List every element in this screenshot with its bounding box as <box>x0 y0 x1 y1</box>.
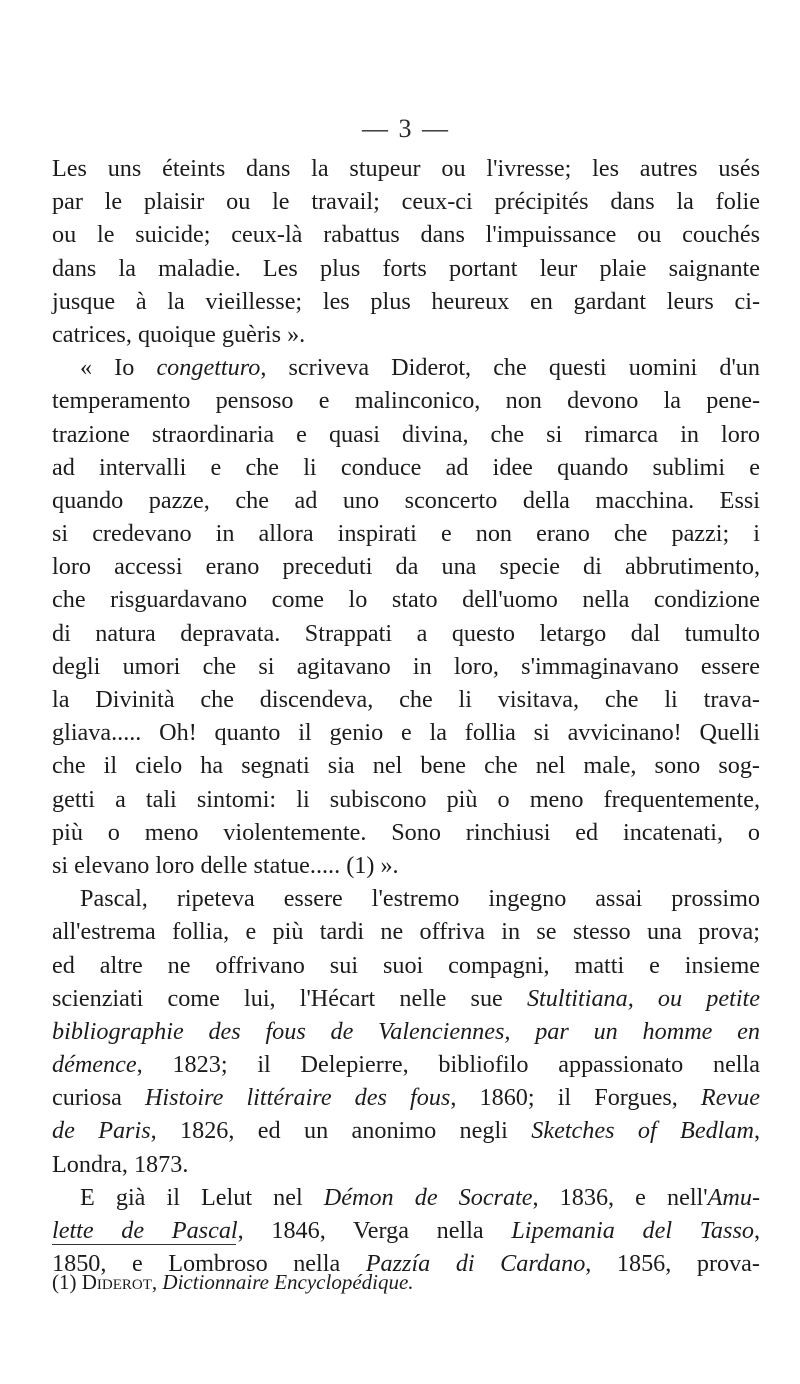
text-line <box>52 617 760 650</box>
text-line <box>52 152 760 185</box>
text-line <box>52 749 760 782</box>
text-run: degli umori che si agitavano in loro, s'immaginavano essere <box>52 652 760 680</box>
italic-text: Histoire littéraire des fous <box>144 1084 451 1112</box>
text-run: , scriveva Diderot, che questi uomini d'un <box>260 354 760 382</box>
text-line <box>52 849 760 882</box>
text-run: , 1856, prova- <box>585 1250 760 1278</box>
footnote-separator: , <box>151 1270 158 1294</box>
text-line <box>52 650 760 683</box>
text-run: loro accessi erano preceduti da una specie di abbrutimento, <box>52 553 760 581</box>
text-line <box>52 783 760 816</box>
footnote-author: Diderot <box>81 1270 152 1294</box>
text-line <box>52 1181 760 1214</box>
footnote-rule <box>52 1244 236 1245</box>
italic-text: de Paris <box>52 1117 151 1145</box>
text-run: , <box>753 1117 760 1145</box>
text-run: temperamento pensoso e malinconico, non devono la pene- <box>52 387 760 415</box>
text-run: getti a tali sintomi: li subiscono più o meno frequentemente, <box>52 785 760 813</box>
text-run: catrices, quoique guèris ». <box>52 320 306 348</box>
text-run: jusque à la vieillesse; les plus heureux en gardant leurs ci- <box>52 287 760 315</box>
text-line <box>52 218 760 251</box>
book-page <box>52 0 760 1384</box>
text-run: gliava..... Oh! quanto il genio e la follia si avvicinano! Quelli <box>52 719 760 747</box>
text-run: curiosa <box>52 1084 145 1112</box>
text-line <box>52 384 760 417</box>
text-line <box>52 484 760 517</box>
text-line <box>52 1148 760 1181</box>
text-line <box>52 882 760 915</box>
text-run: Londra, 1873. <box>52 1150 189 1178</box>
body-text <box>52 152 760 1280</box>
text-line <box>52 185 760 218</box>
text-line <box>52 351 760 384</box>
text-line <box>52 683 760 716</box>
text-line <box>52 418 760 451</box>
text-run: ad intervalli e che li conduce ad idee quando sublimi e <box>52 453 760 481</box>
text-run: , 1860; il Forgues, <box>450 1084 701 1112</box>
footnote-marker: (1) <box>52 1270 77 1294</box>
text-run: , 1826, ed un anonimo negli <box>150 1117 532 1145</box>
text-run: , 1836, e nell' <box>532 1183 708 1211</box>
text-run: che il cielo ha segnati sia nel bene che nel male, sono sog- <box>52 752 760 780</box>
text-run: più o meno violentemente. Sono rinchiusi ed incatenati, o <box>52 818 760 846</box>
italic-text: Lipemania del Tasso <box>511 1217 754 1244</box>
text-line <box>52 318 760 351</box>
text-run: di natura depravata. Strappati a questo letargo dal tumulto <box>52 619 760 647</box>
text-line <box>52 1214 760 1247</box>
text-run: Pascal, ripeteva essere l'estremo ingegno assai prossimo <box>80 885 760 913</box>
text-run: Les uns éteints dans la stupeur ou l'ivresse; les autres usés <box>52 155 760 182</box>
text-line <box>52 583 760 616</box>
text-run: quando pazze, che ad uno sconcerto della macchina. Essi <box>52 486 760 514</box>
text-run: par le plaisir ou le travail; ceux-ci précipités dans la folie <box>52 188 760 216</box>
text-run: trazione straordinaria e quasi divina, che si rimarca in loro <box>52 420 760 448</box>
italic-text: Stultitiana, ou petite <box>526 984 760 1012</box>
italic-text: bibliographie des fous de Valenciennes, par un homme en <box>52 1017 760 1045</box>
italic-text: Pazzía di Cardano <box>365 1250 586 1278</box>
italic-text: Revue <box>700 1084 760 1112</box>
text-run: 1850, e Lombroso nella <box>52 1250 366 1278</box>
text-line <box>52 716 760 749</box>
text-run: dans la maladie. Les plus forts portant leur plaie saignante <box>52 254 760 282</box>
text-run: scienziati come lui, l'Hécart nelle sue <box>52 984 527 1012</box>
text-line <box>52 982 760 1015</box>
text-run: si credevano in allora inspirati e non erano che pazzi; i <box>52 520 760 548</box>
italic-text: Démon de Socrate <box>323 1183 533 1211</box>
text-run: , 1823; il Delepierre, bibliofilo appassionato nella <box>136 1051 760 1079</box>
italic-text: Amu- <box>707 1183 761 1211</box>
text-line <box>52 949 760 982</box>
text-run: « Io <box>80 354 157 382</box>
text-run: ed altre ne offrivano sui suoi compagni, matti e insieme <box>52 951 760 979</box>
text-line <box>52 1015 760 1048</box>
text-run: , <box>753 1217 760 1244</box>
italic-text: congetturo <box>156 354 261 382</box>
text-line <box>52 550 760 583</box>
text-run: si elevano loro delle statue..... (1) ». <box>52 851 399 879</box>
footnote-work: Dictionnaire Encyclopédique. <box>162 1270 414 1294</box>
text-line <box>52 451 760 484</box>
text-line <box>52 517 760 550</box>
footnote <box>52 1268 414 1296</box>
italic-text: lette de Pascal <box>52 1217 238 1244</box>
text-run: , 1846, Verga nella <box>237 1217 512 1244</box>
text-line <box>52 252 760 285</box>
text-run: la Divinità che discendeva, che li visitava, che li trava- <box>52 686 760 713</box>
page-number: — 3 — <box>362 114 450 143</box>
text-line <box>52 285 760 318</box>
text-line <box>52 1048 760 1081</box>
text-line <box>52 915 760 948</box>
text-run: E già il Lelut nel <box>80 1183 324 1211</box>
italic-text: démence <box>52 1051 137 1079</box>
text-run: all'estrema follia, e più tardi ne offriva in se stesso una prova; <box>52 918 760 946</box>
text-line <box>52 816 760 849</box>
text-line <box>52 1114 760 1147</box>
text-line <box>52 1081 760 1114</box>
italic-text: Sketches of Bedlam <box>531 1117 754 1145</box>
text-run: che risguardavano come lo stato dell'uomo nella condizione <box>52 586 760 614</box>
text-run: ou le suicide; ceux-là rabattus dans l'impuissance ou couchés <box>52 221 760 249</box>
